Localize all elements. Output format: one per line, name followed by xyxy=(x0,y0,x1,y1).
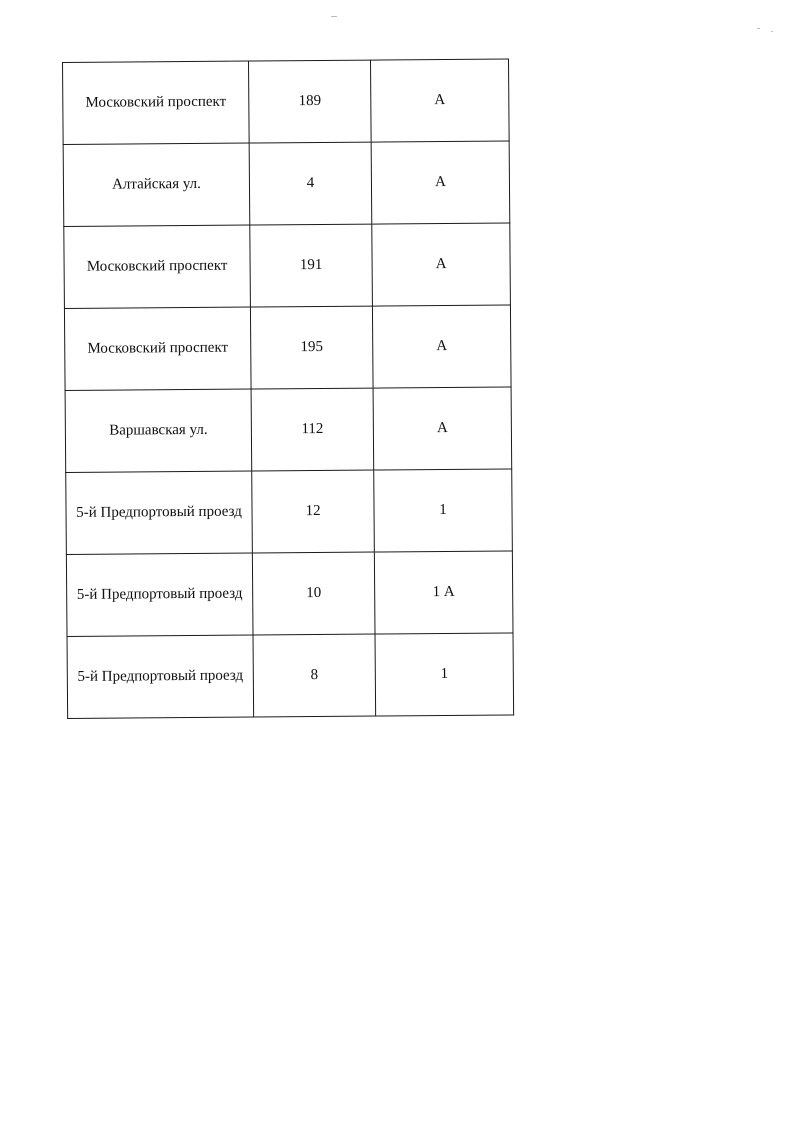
building-letter-cell: А xyxy=(371,141,510,224)
building-letter-cell: А xyxy=(372,305,511,388)
street-cell: 5-й Предпортовый проезд xyxy=(66,553,253,636)
table-row xyxy=(64,223,511,309)
house-number-cell: 191 xyxy=(250,224,373,307)
table-row xyxy=(64,305,511,391)
house-number-cell: 189 xyxy=(248,60,371,143)
house-number-cell: 12 xyxy=(252,470,375,553)
building-letter-cell: А xyxy=(372,223,511,306)
street-cell: 5-й Предпортовый проезд xyxy=(67,635,254,718)
scan-speck xyxy=(757,28,760,29)
table-row xyxy=(63,59,510,145)
building-letter-cell: 1 А xyxy=(374,551,513,634)
house-number-cell: 4 xyxy=(249,142,372,225)
street-cell: Варшавская ул. xyxy=(65,389,252,472)
building-letter-cell: А xyxy=(370,59,509,142)
building-letter-cell: 1 xyxy=(374,469,513,552)
table-row xyxy=(66,551,513,637)
house-number-cell: 195 xyxy=(250,306,373,389)
house-number-cell: 10 xyxy=(252,552,375,635)
table-row xyxy=(67,633,514,719)
street-cell: Московский проспект xyxy=(63,61,250,144)
house-number-cell: 8 xyxy=(253,634,376,717)
table-row xyxy=(66,469,513,555)
address-table xyxy=(62,58,514,718)
scan-speck xyxy=(331,16,337,17)
street-cell: Алтайская ул. xyxy=(63,143,250,226)
building-letter-cell: А xyxy=(373,387,512,470)
table-row xyxy=(65,387,512,473)
house-number-cell: 112 xyxy=(251,388,374,471)
scan-speck xyxy=(771,31,773,32)
street-cell: 5-й Предпортовый проезд xyxy=(66,471,253,554)
building-letter-cell: 1 xyxy=(375,633,514,716)
table-row xyxy=(63,141,510,227)
street-cell: Московский проспект xyxy=(64,225,251,308)
street-cell: Московский проспект xyxy=(64,307,251,390)
